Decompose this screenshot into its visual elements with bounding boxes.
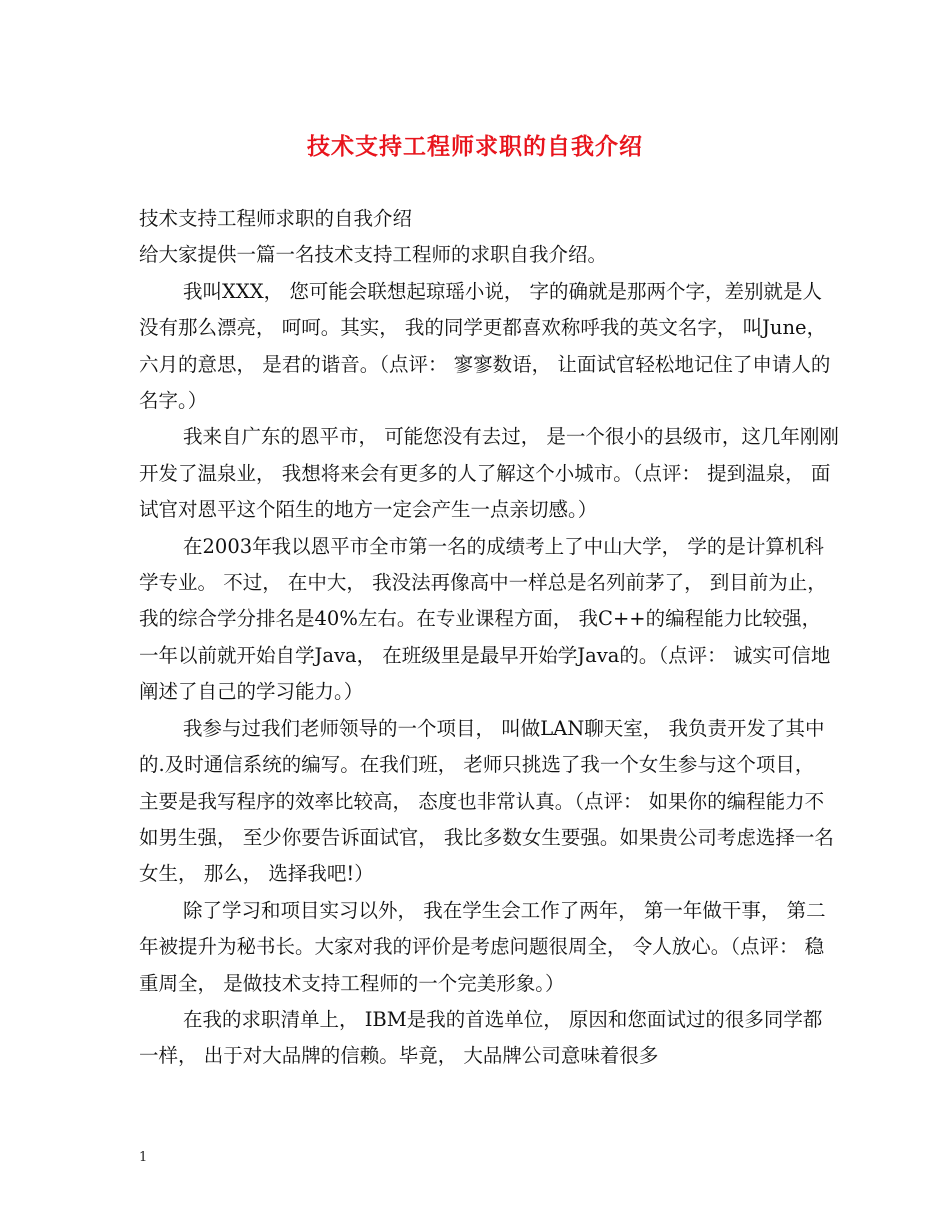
page-number: 1 [139,1150,148,1165]
paragraph-job-preference: 在我的求职清单上， IBM是我的首选单位， 原因和您面试过的很多同学都一样， 出于对大品牌的信赖。毕竟， 大品牌公司意味着很多 [139,1007,823,1068]
paragraph-project: 我参与过我们老师领导的一个项目， 叫做LAN聊天室， 我负责开发了其中的.及时通信系统的编写。在我们班， 老师只挑选了我一个女生参与这个项目， 主要是我写程序的效率比较高， 态度也非常认真。（点评： 如果你的编程能力不如男生强， 至少你要告诉面试官， 我比多数女生要强。如果贵公司考虑选择一名女生， 那么， 选择我吧!） [139,716,834,886]
paragraph-student-union: 除了学习和项目实习以外， 我在学生会工作了两年， 第一年做干事， 第二年被提升为秘书长。大家对我的评价是考虑问题很周全， 令人放心。（点评： 稳重周全， 是做技术支持工程师的一个完美形象。） [139,898,826,995]
document-title: 技术支持工程师求职的自我介绍 [307,133,643,160]
paragraph-hometown: 我来自广东的恩平市， 可能您没有去过， 是一个很小的县级市，这几年刚刚开发了温泉业， 我想将来会有更多的人了解这个小城市。（点评： 提到温泉， 面试官对恩平这个陌生的地方一定会产生一点亲切感。） [139,425,839,522]
paragraph-education: 在2003年我以恩平市全市第一名的成绩考上了中山大学， 学的是计算机科学专业。 不过， 在中大， 我没法再像高中一样总是名列前茅了， 到目前为止， 我的综合学分排名是40%左右。在专业课程方面， 我C++的编程能力比较强， 一年以前就开始自学Java， 在班级里是最早开始学Java的。（点评： 诚实可信地阐述了自己的学习能力。） [139,534,831,704]
document-body [139,201,839,1075]
document-intro: 给大家提供一篇一名技术支持工程师的求职自我介绍。 [139,243,608,267]
paragraph-name: 我叫XXX， 您可能会联想起琼瑶小说， 字的确就是那两个字，差别就是人没有那么漂亮， 呵呵。其实， 我的同学更都喜欢称呼我的英文名字， 叫June， 六月的意思， 是君的谐音。（点评： 寥寥数语， 让面试官轻松地记住了申请人的名字。） [139,279,831,413]
document-subtitle: 技术支持工程师求职的自我介绍 [139,207,413,230]
